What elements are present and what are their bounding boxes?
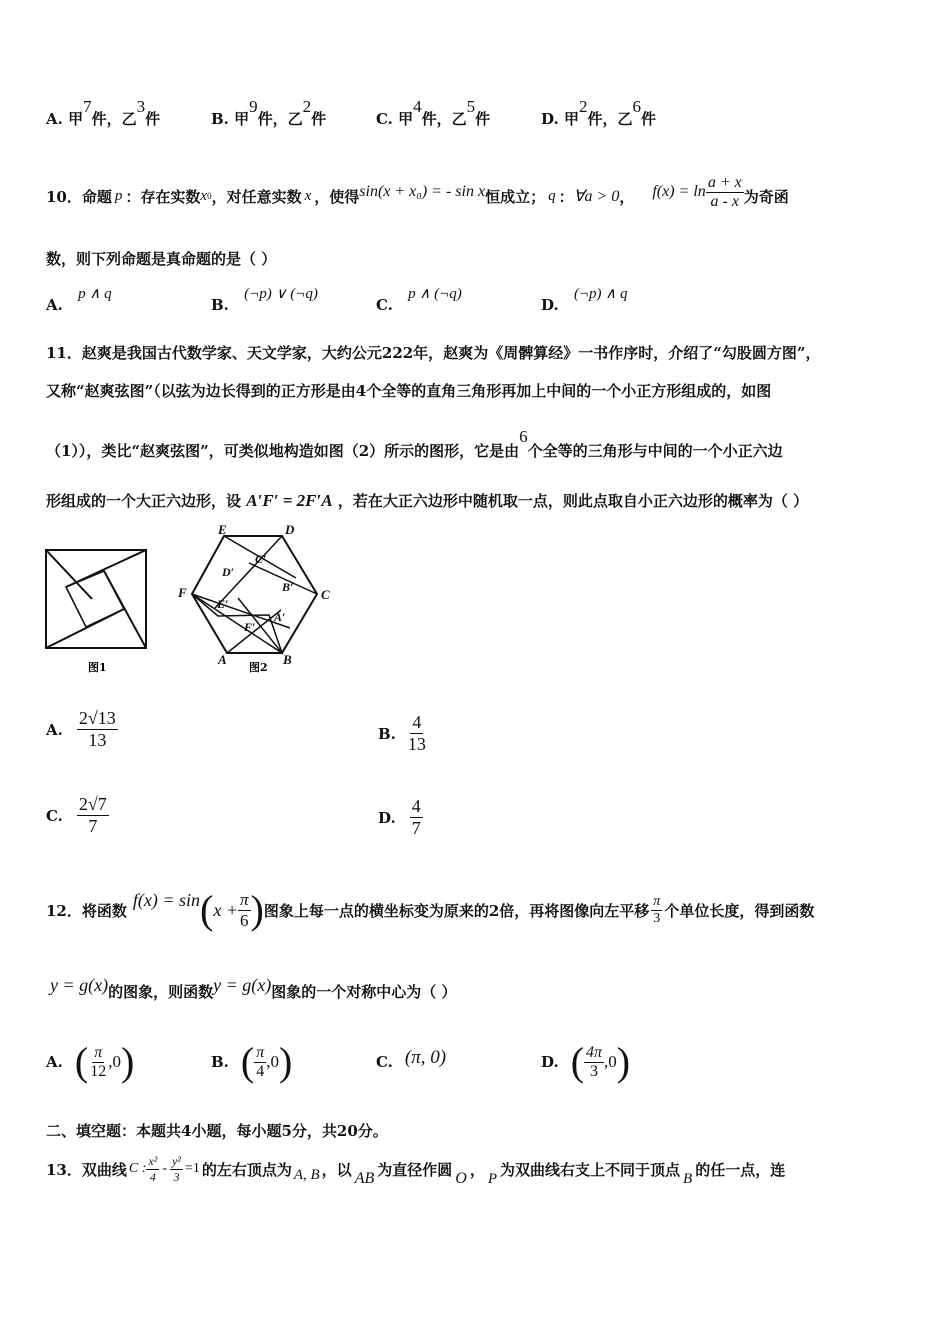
- q10-option-c: C. p ∧ (¬q): [376, 286, 462, 314]
- q11-line3: （1）），类比“赵爽弦图”，可类似地构造如图（2）所示的图形，它是由6个全等的三角形与中间的一个小正六边: [46, 427, 783, 460]
- q9-option-a: A. 甲7件，乙3件: [46, 97, 161, 128]
- label-B: B: [283, 652, 292, 667]
- q10-line1: 10．命题 p ：存在实数 x 0 ，对任意实数 x ，使得 sin(x + x₀) = - sin x 恒成立； q ： ∀a > 0 ， f(x) = ln $\frac{a + x}{a - x}$ 为奇函: [46, 173, 789, 210]
- q11-option-b: B. $\frac{4}{13}$: [378, 712, 426, 754]
- figure2-labels: [177, 522, 330, 667]
- label-E: E: [218, 522, 227, 537]
- q10-options-row: [46, 282, 906, 316]
- label-C1: C′: [255, 552, 267, 566]
- q11-option-c: C. $\frac{2√7}{7}$: [46, 794, 107, 836]
- q12-option-a: A. ( $\frac{\pi}{12}$ ,0 ): [46, 1039, 135, 1084]
- q11-figures: [40, 518, 350, 680]
- q12-option-b: B. ( $\frac{\pi}{4}$ ,0 ): [211, 1039, 293, 1084]
- q10-option-d: D. (¬p) ∧ q: [541, 286, 628, 314]
- figure2-caption: 图2: [249, 661, 268, 674]
- label-D1: D′: [222, 565, 235, 579]
- label-A: A: [218, 652, 227, 667]
- q9-option-c: C. 甲4件，乙5件: [376, 97, 491, 128]
- q12-options-row: [46, 1034, 906, 1090]
- label-D: D: [285, 522, 295, 537]
- q13-line1: 13．双曲线 C : $\frac{\text{x²}}{4}$ - $\frac{\text{y²}}{3}$ =1 的左右顶点为 A, B ，以 AB 为直径作圆 O ， P 为双曲线右支上不同于顶点 B 的任一点，连: [46, 1153, 786, 1187]
- q12-line2: y = g(x) 的图象，则函数 y = g(x) 图象的一个对称中心为（ ）: [50, 974, 457, 1001]
- q11-line1: 11．赵爽是我国古代数学家、天文学家，大约公元222年，赵爽为《周髀算经》一书作序时，介绍了“勾股圆方图”，: [46, 344, 821, 362]
- label-B1: B′: [282, 580, 294, 594]
- q9-option-b: B. 甲9件，乙2件: [211, 97, 327, 128]
- figure1-caption: 图1: [88, 661, 107, 674]
- label-F: F: [178, 585, 187, 600]
- label-F1: F′: [244, 620, 256, 634]
- q11-option-d: D. $\frac{4}{7}$: [378, 796, 421, 838]
- q10-option-a: A. p ∧ q: [46, 286, 112, 314]
- q9-option-d: D. 甲2件，乙6件: [541, 97, 656, 128]
- q11-line4: 形组成的一个大正六边形，设 A′F′ = 2F′A ，若在大正六边形中随机取一点，则此点取自小正六边形的概率为（ ）: [46, 491, 809, 510]
- q10-line2: 数，则下列命题是真命题的是（ ）: [46, 250, 277, 268]
- label-A1: A′: [274, 610, 286, 624]
- section2-heading: 二、填空题：本题共4小题，每小题5分，共20分。: [46, 1122, 388, 1140]
- q11-option-a: A. $\frac{2√13}{13}$: [46, 708, 116, 750]
- q10-option-b: B. (¬p) ∨ (¬q): [211, 286, 318, 314]
- q12-option-d: D. ( $\frac{4\pi}{3}$ ,0 ): [541, 1039, 631, 1084]
- label-C: C: [321, 587, 330, 602]
- label-E1: E′: [217, 597, 229, 611]
- q11-line2: 又称“赵爽弦图”（以弦为边长得到的正方形是由4个全等的直角三角形再加上中间的一个小正方形组成的，如图: [46, 382, 772, 400]
- q12-line1: 12．将函数 f(x) = sin ( x + $\frac{\pi}{6}$ ) 图象上每一点的横坐标变为原来的2倍，再将图像向左平移 $\frac{\pi}{3}$ 个单位长度，得到函数: [46, 887, 815, 932]
- q12-option-c: C. (π, 0): [376, 1047, 447, 1071]
- q10-fraction: $\frac{a + x}{a - x}$: [707, 173, 742, 210]
- figure1-diagram: [46, 550, 146, 648]
